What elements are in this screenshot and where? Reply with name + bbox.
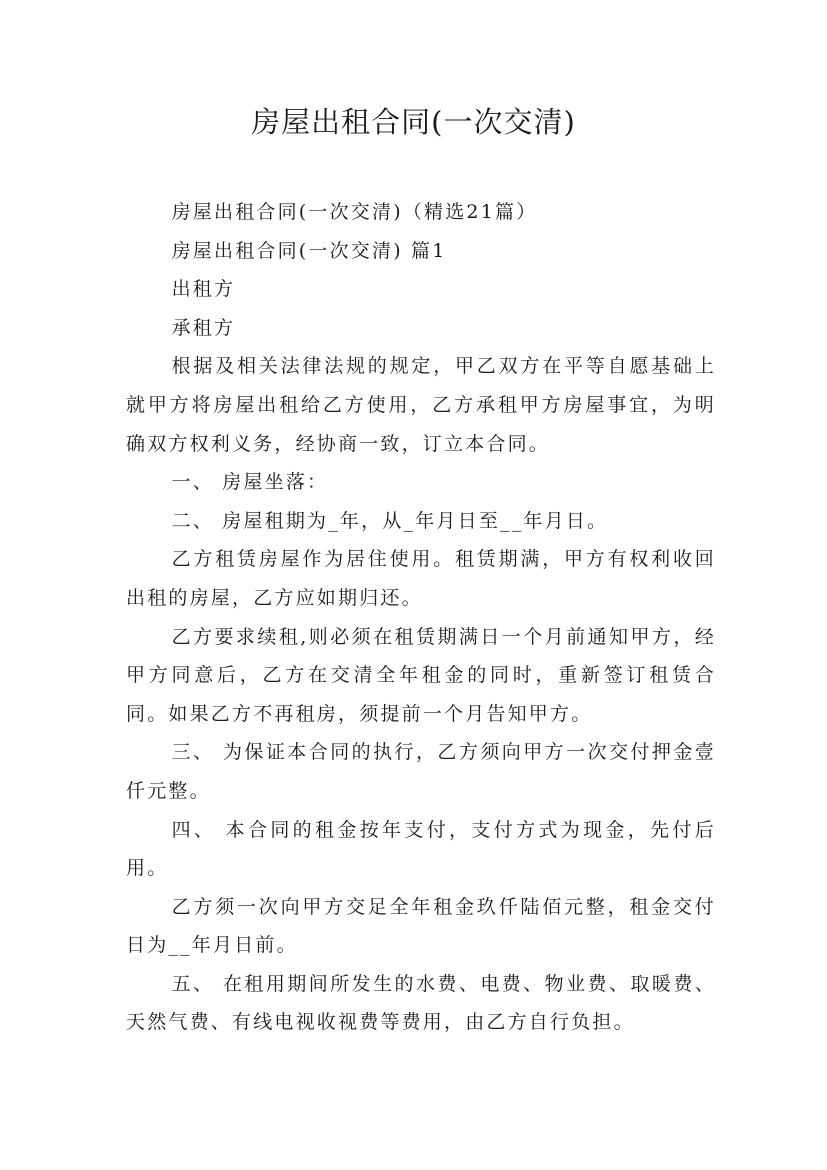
paragraph-clause-3: 三、 为保证本合同的执行，乙方须向甲方一次交付押金壹仟元整。 bbox=[126, 741, 716, 802]
paragraph-subtitle: 房屋出租合同(一次交清)（精选21篇） bbox=[171, 201, 538, 223]
paragraph-rent-payment: 乙方须一次向甲方交足全年租金玖仟陆佰元整，租金交付日为__年月日前。 bbox=[126, 895, 716, 957]
paragraph-usage: 乙方租赁房屋作为居住使用。租赁期满，甲方有权利收回出租的房屋，乙方应如期归还。 bbox=[126, 548, 716, 609]
document-body bbox=[126, 193, 716, 1042]
paragraph-clause-1: 一、 房屋坐落： bbox=[171, 471, 329, 494]
paragraph-lessee: 承租方 bbox=[171, 316, 236, 339]
paragraph-preamble: 根据及相关法律法规的规定，甲乙双方在平等自愿基础上就甲方将房屋出租给乙方使用，乙方承租甲方房屋事宜，为明确双方权利义务，经协商一致，订立本合同。 bbox=[126, 355, 716, 455]
paragraph-clause-4: 四、 本合同的租金按年支付，支付方式为现金，先付后用。 bbox=[126, 818, 716, 880]
paragraph-clause-2: 二、 房屋租期为_年，从_年月日至__年月日。 bbox=[171, 509, 609, 532]
paragraph-lessor: 出租方 bbox=[171, 278, 236, 301]
paragraph-renewal: 乙方要求续租,则必须在租赁期满日一个月前通知甲方，经甲方同意后，乙方在交清全年租金的同时，重新签订租赁合同。如果乙方不再租房，须提前一个月告知甲方。 bbox=[126, 625, 716, 725]
paragraph-clause-5: 五、 在租用期间所发生的水费、电费、物业费、取暖费、天然气费、有线电视收视费等费用，由乙方自行负担。 bbox=[126, 972, 716, 1034]
document-title: 房屋出租合同(一次交清) bbox=[251, 105, 576, 139]
paragraph-section-heading: 房屋出租合同(一次交清) 篇1 bbox=[171, 239, 447, 262]
